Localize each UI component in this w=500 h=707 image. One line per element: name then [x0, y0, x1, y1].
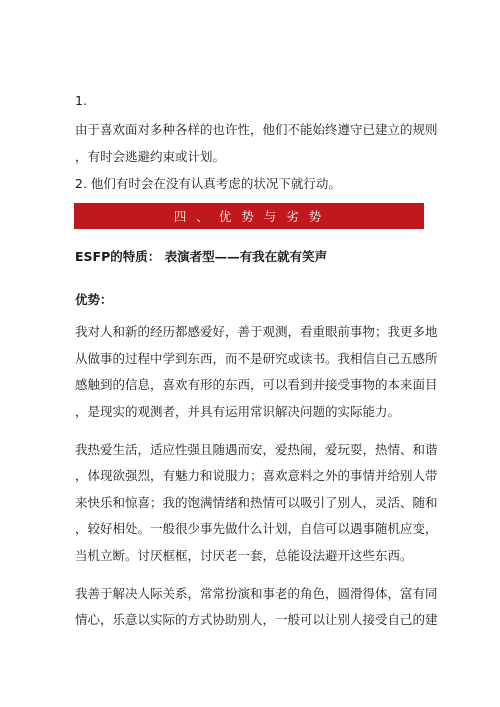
paragraph-line: ，较好相处。一般很少事先做什么计划，自信可以遇事随机应变，	[75, 521, 438, 536]
paragraph-line: 我对人和新的经历都感爱好，善于观测，看重眼前事物；我更多地	[75, 324, 438, 339]
intro-text-line: ，有时会逃避约束或计划。	[75, 149, 226, 164]
paragraph-line: 从做事的过程中学到东西，而不是研究或读书。我相信自己五感所	[75, 351, 438, 366]
list-number-1: 1.	[75, 93, 87, 108]
paragraph-line: ，体现欲强烈，有魅力和说服力；喜欢意料之外的事情并给别人带	[75, 468, 438, 483]
paragraph-line: 感触到的信息，喜欢有形的东西，可以看到并接受事物的本来面目	[75, 377, 438, 392]
paragraph-line: 我热爱生活，适应性强且随遇而安，爱热闹，爱玩耍，热情、和谐	[75, 442, 438, 457]
intro-text-line: 由于喜欢面对多种各样的也许性，他们不能始终遵守已建立的规则	[75, 122, 438, 137]
section-title: 四 、 优 势 与 劣 势	[173, 209, 325, 224]
paragraph-line: 情心，乐意以实际的方式协助别人，一般可以让别人接受自己的建	[75, 612, 438, 627]
strengths-heading: 优势：	[75, 292, 113, 307]
paragraph-line: ，是现实的观测者，并具有运用常识解决问题的实际能力。	[75, 404, 401, 419]
paragraph-line: 来快乐和惊喜；我的饱满情绪和热情可以吸引了别人，灵活、随和	[75, 495, 438, 510]
paragraph-line: 我善于解决人际关系，常常扮演和事老的角色，圆滑得体，富有同	[75, 586, 438, 601]
section-banner	[74, 203, 424, 229]
intro-text-line: 2. 他们有时会在没有认真考虑的状况下就行动。	[75, 176, 341, 191]
paragraph-line: 当机立断。讨厌框框，讨厌老一套，总能设法避开这些东西。	[75, 548, 413, 563]
traits-heading: ESFP的特质： 表演者型——有我在就有笑声	[75, 249, 328, 264]
